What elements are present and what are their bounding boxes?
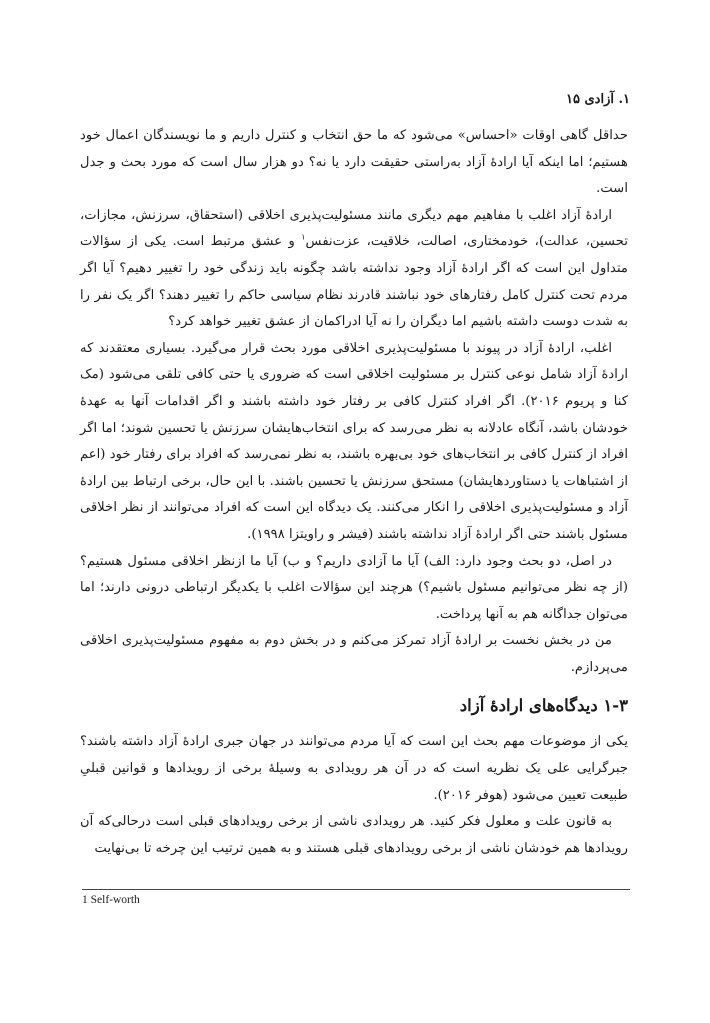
running-header: ۱. آزادی ۱۵ (566, 92, 630, 107)
section-heading: ۱-۳ دیدگاه‌های ارادهٔ آزاد (459, 696, 628, 716)
paragraph-4: در اصل، دو بحث وجود دارد: الف) آیا ما آزادی داریم؟ و ب) آیا ما ازنظر اخلاقی مسئول هستیم؟ (از چه نظر می‌توانیم مسئول باشیم؟) هرچند این سؤالات اغلب با یکدیگر ارتباطی درونی دارند؛ اما می‌توان جداگانه هم به آنها پرداخت. (80, 553, 628, 622)
section-paragraph-2: به قانون علت و معلول فکر کنید. هر رویدادی ناشی از برخی رویدادهای قبلی است درحالی‌که آن رویدادها هم خودشان ناشی از برخی رویدادهای قبلی هستند و به همین ترتیب این چرخه تا بی‌نهایت (80, 814, 628, 856)
paragraph-5: من در بخش نخست بر ارادهٔ آزاد تمرکز می‌کنم و در بخش دوم به مفهوم مسئولیت‌پذیری اخلاقی می‌پردازم. (80, 633, 628, 675)
paragraph-2-part-1: ارادهٔ آزاد اغلب با مفاهیم مهم دیگری مانند مسئولیت‌پذیری اخلاقی (استحقاق، سرزنش، مجازات، تحسین، عدالت)، خودمختاری، اصالت، خلاقیت، عزت‌نفس (80, 207, 628, 250)
footnote-marker: ۱ (301, 232, 306, 242)
paragraph-1: حداقل گاهی اوقات «احساس» می‌شود که ما حق انتخاب و کنترل داریم و ما نویسندگان اعمال خود هستیم؛ اما اینکه آیا ارادهٔ آزاد به‌راستی حقیقت دارد یا نه؟ دو هزار سال است که مورد بحث و جدل است. (80, 128, 628, 197)
footnote-divider (82, 889, 630, 890)
paragraph-3: اغلب، ارادهٔ آزاد در پیوند با مسئولیت‌پذیری اخلاقی مورد بحث قرار می‌گیرد. بسیاری معتقدند که ارادهٔ آزاد شامل نوعی کنترل بر مسئولیت اخلاقی است که ضروری یا حتی کافی تلقی می‌شود (مک کنا و پریوم ۲۰۱۶). اگر افراد کنترل کافی بر رفتار خود داشته باشند و اگر اقدامات آنها به عهدهٔ خودشان باشد، آنگاه عادلانه به نظر می‌رسد که برای انتخاب‌هایشان سرزنش یا تحسین شوند؛ اما اگر افراد از کنترل کافی بر انتخاب‌های خود بی‌بهره باشند، به نظر نمی‌رسد که افراد برای رفتار خود (اعم از اشتباهات یا دستاوردهایشان) مستحق سرزنش یا تحسین باشند. با این حال، برخی ارتباط بین ارادهٔ آزاد و مسئولیت‌پذیری اخلاقی را انکار می‌کنند. یک دیدگاه این است که افراد می‌توانند از نظر اخلاقی مسئول باشند حتی اگر ارادهٔ آزاد نداشته باشند (فیشر و راویتزا ۱۹۹۸). (80, 340, 628, 542)
footnote: 1 Self-worth (82, 894, 140, 906)
section-paragraph-1: یکی از موضوعات مهم بحث این است که آیا مردم می‌توانند در جهان جبری ارادهٔ آزاد داشته باشند؟ جبرگرایی علی یک نظریه است که در آن هر رویدادی به وسیلهٔ برخی از رویدادها و قوانین قبلیِ طبیعت تعیین می‌شود (هوفر ۲۰۱۶). (80, 734, 628, 803)
paragraph-2-part-2: و عشق مرتبط است. یکی از سؤالات متداول این است که اگر ارادهٔ آزاد وجود نداشته باشد چگونه باید زندگی خود را تغییر دهیم؟ آیا اگر مردم تحت کنترل کامل رفتارهای خود نباشند قادرند نظام سیاسی حاکم را تغییر دهند؟ اگر یک نفر را به شدت دوست داشته باشیم اما دیگران را نه آیا ادراکمان از عشق تغییر خواهد کرد؟ (80, 234, 628, 330)
paragraph-2 (80, 203, 628, 336)
main-text (80, 123, 628, 862)
